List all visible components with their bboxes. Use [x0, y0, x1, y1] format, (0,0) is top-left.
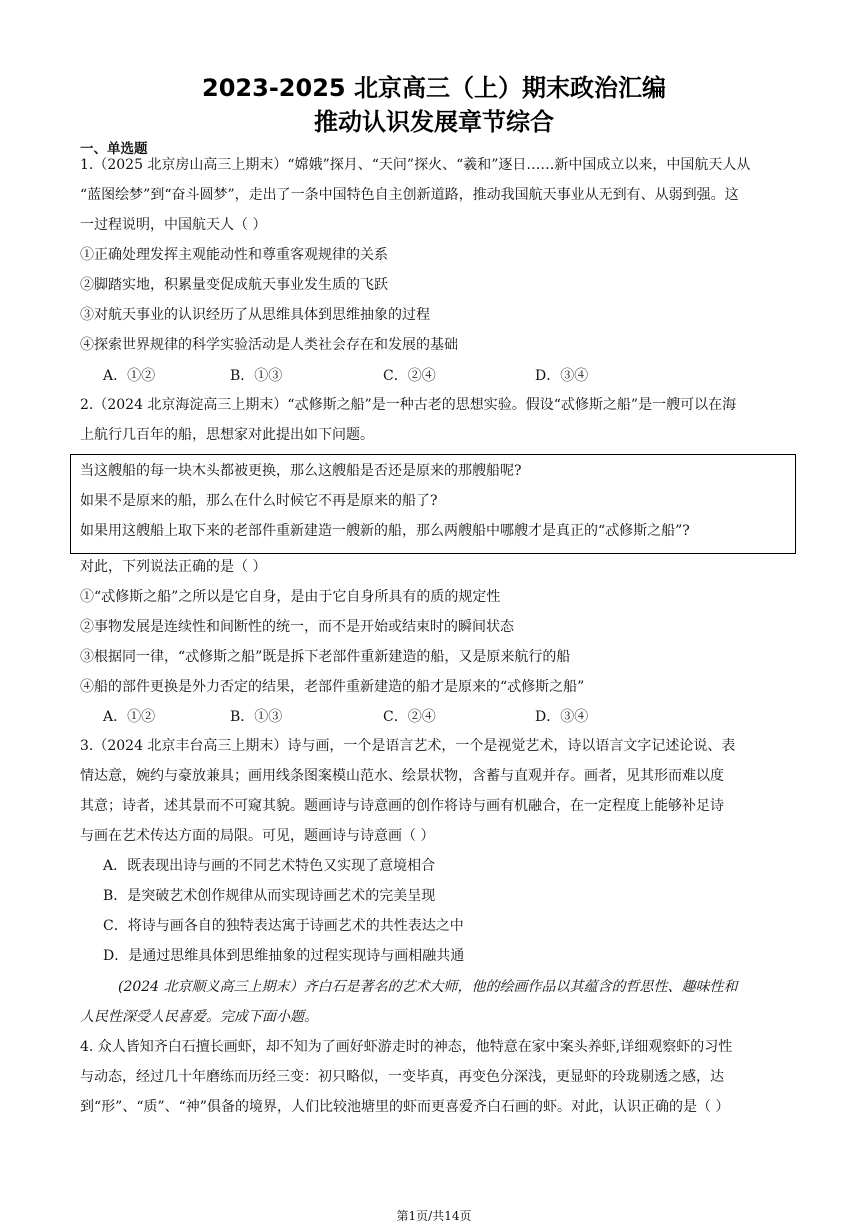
q1-statement: ③对航天事业的认识经历了从思维具体到思维抽象的过程: [80, 307, 430, 323]
q2-statement: ④船的部件更换是外力否定的结果，老部件重新建造的船才是原来的“忒修斯之船”: [80, 679, 585, 695]
q4-line: 4. 众人皆知齐白石擅长画虾，却不知为了画好虾游走时的神态，他特意在家中案头养虾,详细观察虾的习性: [80, 1039, 733, 1055]
section-heading: 一、单选题: [80, 141, 148, 157]
q4-line: 到“形”、“质”、“神”俱备的境界，人们比较池塘里的虾而更喜爱齐白石画的虾。对此，认识正确的是（ ）: [80, 1099, 730, 1115]
q3-option-c: C．将诗与画各自的独特表达寓于诗画艺术的共性表达之中: [103, 918, 464, 934]
q2-option-b: B．①③: [230, 709, 283, 725]
page-subtitle: 推动认识发展章节综合: [314, 108, 554, 136]
q3-line: 其意；诗者，述其景而不可窥其貌。题画诗与诗意画的创作将诗与画有机融合，在一定程度上能够补足诗: [80, 798, 724, 814]
q2-statement: ③根据同一律，“忒修斯之船”既是拆下老部件重新建造的船，又是原来航行的船: [80, 649, 571, 665]
q2-statement: ②事物发展是连续性和间断性的统一，而不是开始或结束时的瞬间状态: [80, 619, 514, 635]
q3-option-d: D．是通过思维具体到思维抽象的过程实现诗与画相融共通: [103, 948, 465, 964]
q1-option-c: C．②④: [383, 368, 436, 384]
q1-line: 一过程说明，中国航天人（ ）: [80, 217, 267, 233]
q1-option-d: D．③④: [535, 368, 589, 384]
q3-option-b: B．是突破艺术创作规律从而实现诗画艺术的完美呈现: [103, 888, 436, 904]
q3-line: 情达意，婉约与豪放兼具；画用线条图案模山范水、绘景状物，含蓄与直观并存。画者，见其形而难以度: [80, 768, 724, 784]
q1-line: “蓝图绘梦”到“奋斗圆梦”，走出了一条中国特色自主创新道路，推动我国航天事业从无到有、从弱到强。这: [80, 187, 739, 203]
material-intro: 人民性深受人民喜爱。完成下面小题。: [80, 1009, 318, 1025]
q3-line: 与画在艺术传达方面的局限。可见，题画诗与诗意画（ ）: [80, 828, 435, 844]
q2-line: 2.（2024 北京海淀高三上期末）“忒修斯之船”是一种古老的思想实验。假设“忒修斯之船”是一艘可以在海: [80, 397, 737, 413]
q1-line: 1.（2025 北京房山高三上期末）“嫦娥”探月、“天问”探火、“羲和”逐日……新中国成立以来，中国航天人从: [80, 157, 751, 173]
q2-line: 上航行几百年的船，思想家对此提出如下问题。: [80, 427, 374, 443]
q2-option-c: C．②④: [383, 709, 436, 725]
page-title: 2023-2025 北京高三（上）期末政治汇编: [202, 74, 666, 102]
q1-option-b: B．①③: [230, 368, 283, 384]
q1-statement: ①正确处理发挥主观能动性和尊重客观规律的关系: [80, 247, 388, 263]
material-intro: (2024 北京顺义高三上期末）齐白石是著名的艺术大师，他的绘画作品以其蕴含的哲思性、趣味性和: [118, 979, 738, 995]
q2-statement: ①“忒修斯之船”之所以是它自身，是由于它自身所具有的质的规定性: [80, 589, 501, 605]
page-number: 第1页/共14页: [396, 1209, 472, 1223]
q3-option-a: A．既表现出诗与画的不同艺术特色又实现了意境相合: [103, 858, 436, 874]
q2-line: 对此，下列说法正确的是（ ）: [80, 559, 267, 575]
q2-box-line: 如果不是原来的船，那么在什么时候它不再是原来的船了?: [80, 493, 438, 509]
q1-statement: ②脚踏实地，积累量变促成航天事业发生质的飞跃: [80, 277, 388, 293]
q1-option-a: A．①②: [103, 368, 156, 384]
q1-statement: ④探索世界规律的科学实验活动是人类社会存在和发展的基础: [80, 337, 458, 353]
q2-option-d: D．③④: [535, 709, 589, 725]
q4-line: 与动态，经过几十年磨练而历经三变：初只略似，一变毕真，再变色分深浅，更显虾的玲珑剔透之感，达: [80, 1069, 724, 1085]
q3-line: 3.（2024 北京丰台高三上期末）诗与画，一个是语言艺术，一个是视觉艺术，诗以语言文字记述论说、表: [80, 738, 736, 754]
q2-box-line: 如果用这艘船上取下来的老部件重新建造一艘新的船，那么两艘船中哪艘才是真正的“忒修斯之船”?: [80, 523, 690, 539]
q2-box-line: 当这艘船的每一块木头都被更换，那么这艘船是否还是原来的那艘船呢?: [80, 463, 522, 479]
q2-option-a: A．①②: [103, 709, 156, 725]
